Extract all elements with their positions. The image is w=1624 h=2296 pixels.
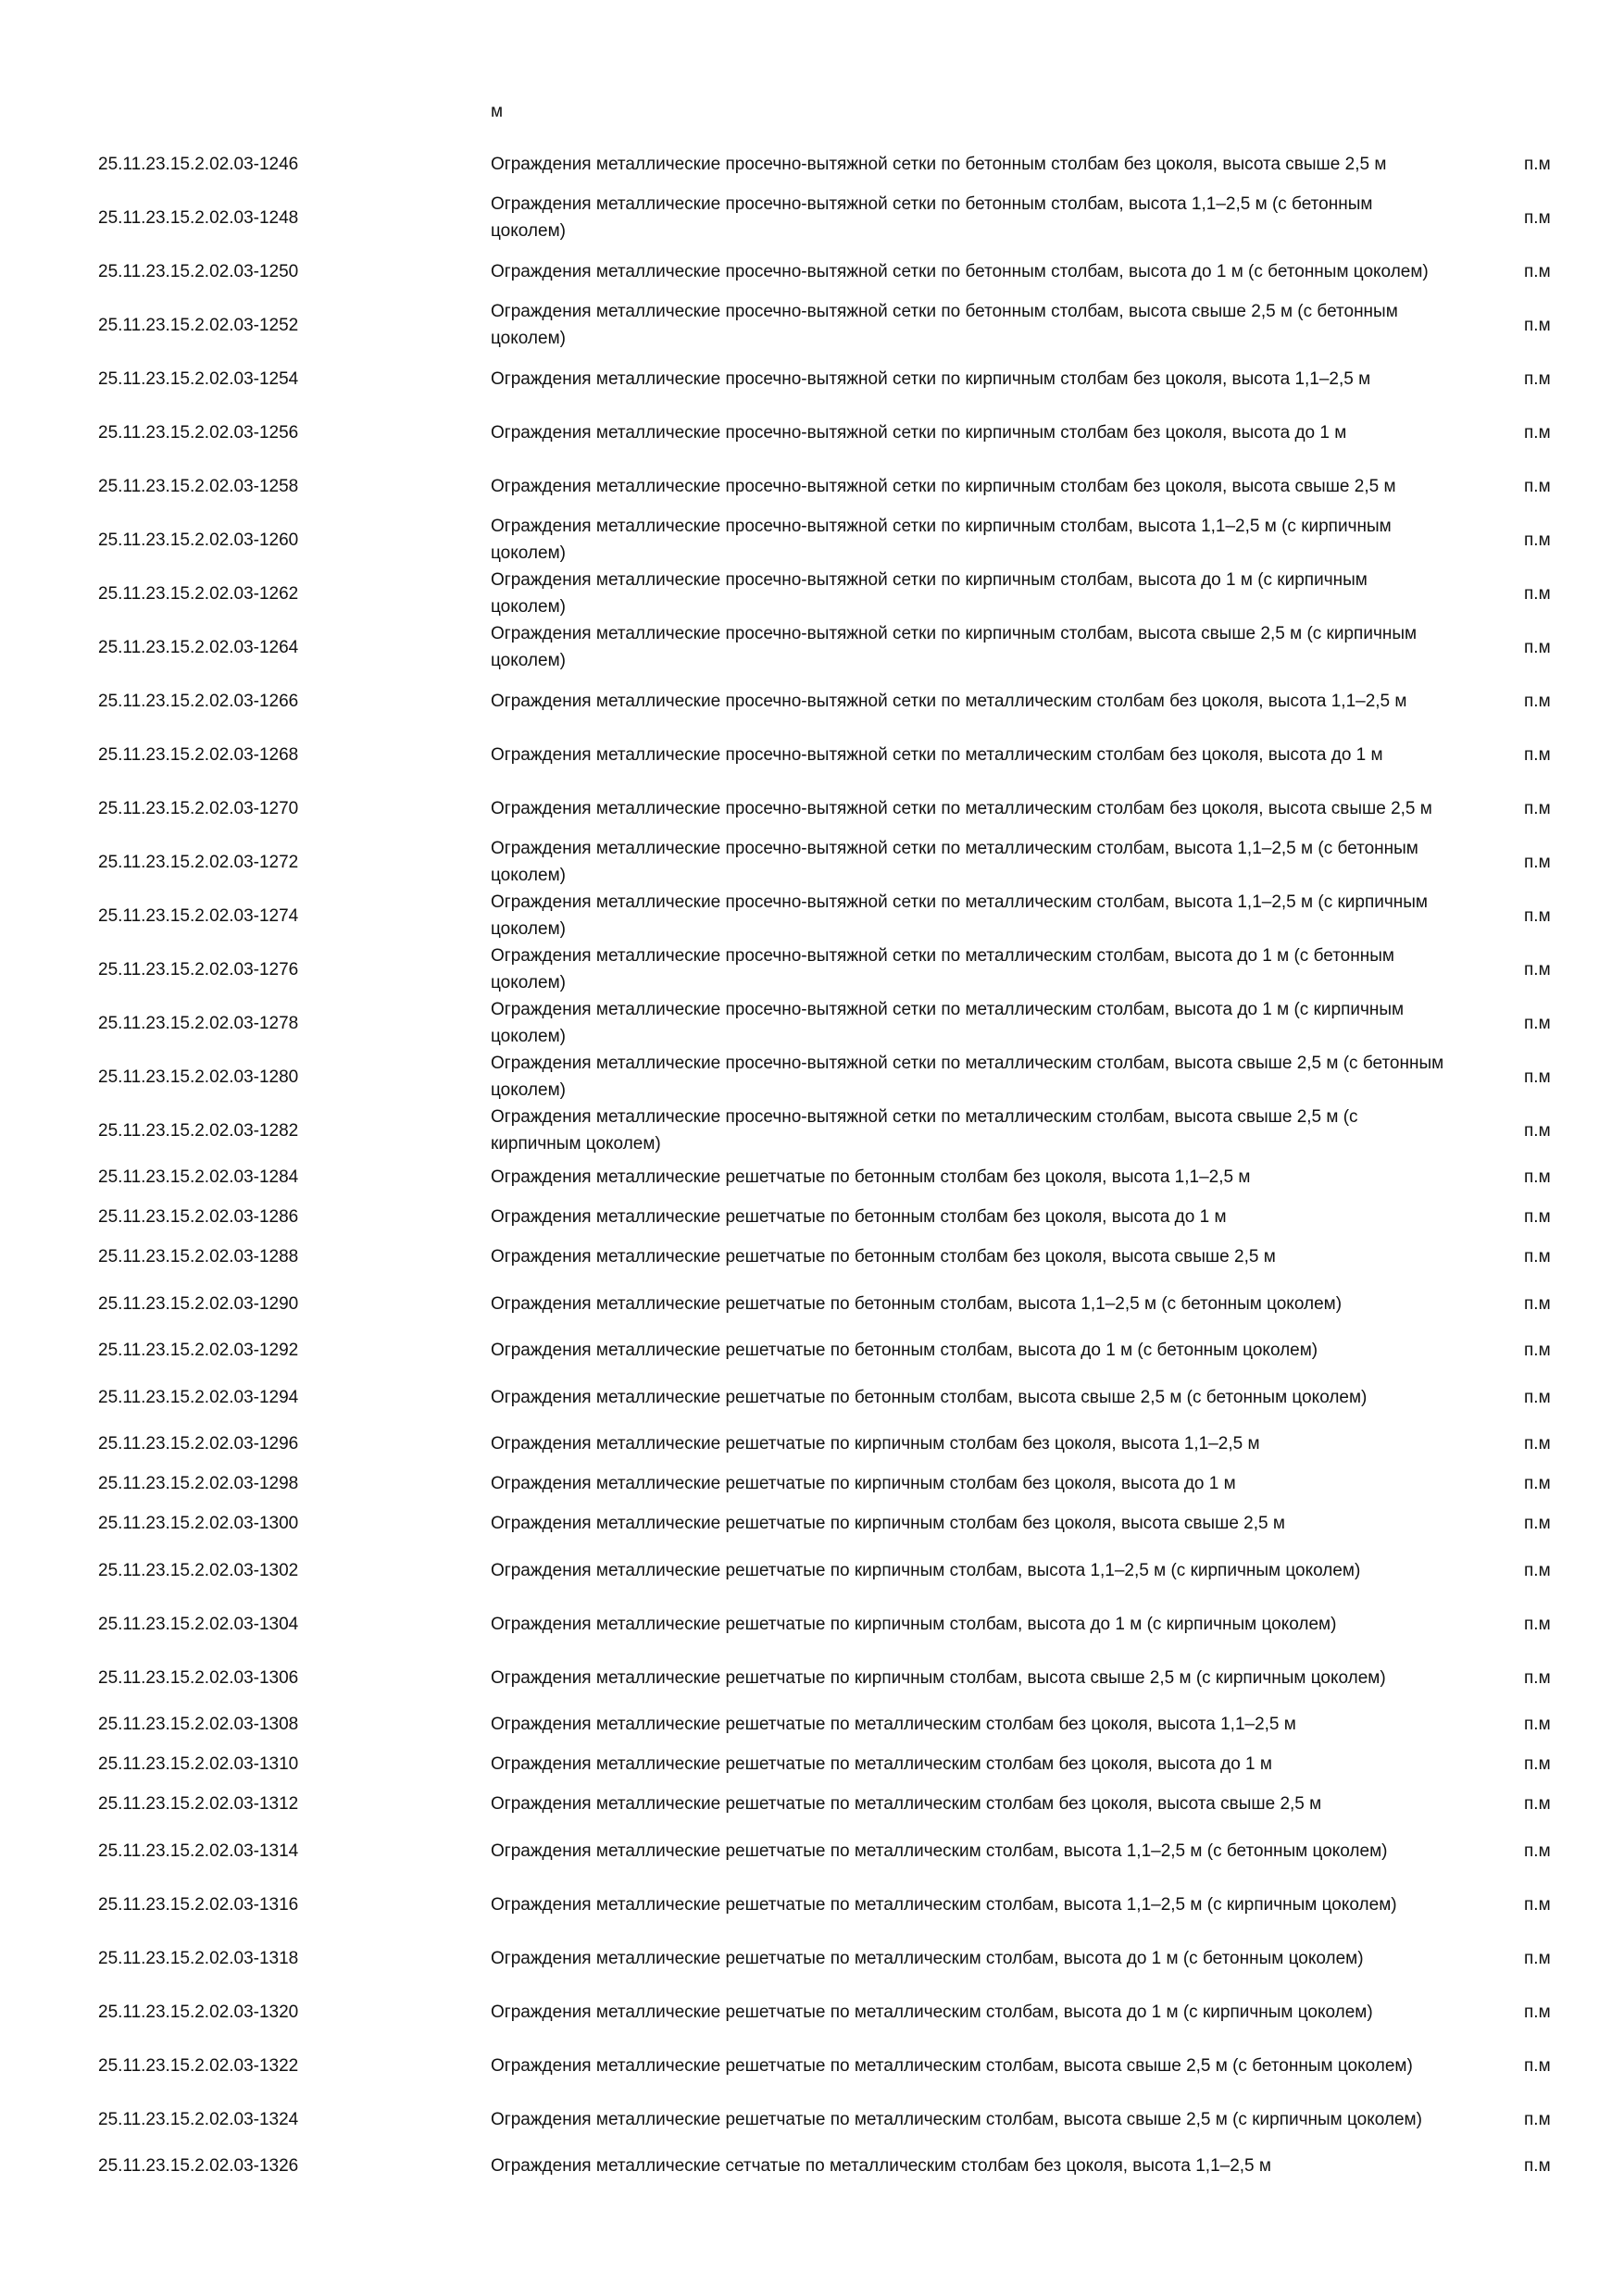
resource-description: Ограждения металлические решетчатые по металлическим столбам без цоколя, высота до 1 м [491, 1754, 1272, 1774]
resource-description: Ограждения металлические решетчатые по металлическим столбам без цоколя, высота 1,1–2,5 м [491, 1715, 1296, 1734]
resource-description: Ограждения металлические просечно-вытяжной сетки по металлическим столбам, высота 1,1–2,5 м (с кирпичным цоколем) [491, 892, 1428, 939]
resource-code: 25.11.23.15.2.02.03-1298 [98, 1474, 299, 1493]
resource-code: 25.11.23.15.2.02.03-1256 [98, 422, 299, 443]
resource-code: 25.11.23.15.2.02.03-1290 [98, 1293, 299, 1314]
resource-code: 25.11.23.15.2.02.03-1284 [98, 1167, 299, 1187]
resource-code: 25.11.23.15.2.02.03-1260 [98, 530, 299, 550]
unit-of-measure: п.м [1524, 1013, 1551, 1033]
resource-code: 25.11.23.15.2.02.03-1322 [98, 2055, 299, 2076]
table-row [0, 781, 1624, 835]
table-row [0, 1744, 1624, 1784]
resource-description: Ограждения металлические просечно-вытяжной сетки по кирпичным столбам, высота до 1 м (с кирпичным цоколем) [491, 570, 1368, 617]
table-row [0, 406, 1624, 459]
resource-description: Ограждения металлические просечно-вытяжной сетки по бетонным столбам, высота свыше 2,5 м (с бетонным цоколем) [491, 302, 1398, 348]
resource-description: Ограждения металлические просечно-вытяжной сетки по бетонным столбам, высота до 1 м (с бетонным цоколем) [491, 261, 1429, 281]
unit-of-measure: п.м [1524, 261, 1551, 281]
unit-of-measure: п.м [1524, 905, 1551, 926]
table-row [0, 1651, 1624, 1704]
resource-description: Ограждения металлические решетчатые по кирпичным столбам, высота 1,1–2,5 м (с кирпичным цоколем) [491, 1560, 1361, 1580]
resource-description: Ограждения металлические решетчатые по металлическим столбам, высота до 1 м (с кирпичным цоколем) [491, 2002, 1373, 2022]
unit-of-measure: п.м [1524, 2055, 1551, 2076]
table-row [0, 1878, 1624, 1931]
unit-of-measure: п.м [1524, 1167, 1551, 1187]
resource-description: Ограждения металлические решетчатые по кирпичным столбам без цоколя, высота свыше 2,5 м [491, 1514, 1285, 1533]
table-row [0, 1704, 1624, 1744]
table-row [0, 137, 1624, 191]
unit-of-measure: п.м [1524, 207, 1551, 228]
resource-code: 25.11.23.15.2.02.03-1292 [98, 1341, 299, 1360]
table-row [0, 1104, 1624, 1157]
resource-code: 25.11.23.15.2.02.03-1306 [98, 1667, 299, 1688]
unit-of-measure: п.м [1524, 1794, 1551, 1814]
table-row [0, 996, 1624, 1050]
table-row [0, 1985, 1624, 2039]
unit-of-measure: п.м [1524, 315, 1551, 335]
table-row [0, 2039, 1624, 2092]
resource-code: 25.11.23.15.2.02.03-1282 [98, 1120, 299, 1141]
resource-description: Ограждения металлические просечно-вытяжной сетки по металлическим столбам, высота 1,1–2,5 м (с бетонным цоколем) [491, 839, 1418, 885]
resource-description: Ограждения металлические решетчатые по металлическим столбам без цоколя, высота свыше 2,5 м [491, 1794, 1322, 1814]
resource-code: 25.11.23.15.2.02.03-1308 [98, 1715, 299, 1734]
resource-code: 25.11.23.15.2.02.03-1316 [98, 1894, 299, 1915]
resource-code: 25.11.23.15.2.02.03-1246 [98, 154, 299, 174]
resource-description: Ограждения металлические решетчатые по металлическим столбам, высота до 1 м (с бетонным цоколем) [491, 1948, 1364, 1968]
unit-of-measure: п.м [1524, 1434, 1551, 1454]
resource-description: Ограждения металлические просечно-вытяжной сетки по металлическим столбам, высота до 1 м (с бетонным цоколем) [491, 946, 1394, 992]
resource-code: 25.11.23.15.2.02.03-1254 [98, 368, 299, 389]
unit-of-measure: п.м [1524, 1560, 1551, 1580]
resource-description: Ограждения металлические просечно-вытяжной сетки по бетонным столбам без цоколя, высота свыше 2,5 м [491, 154, 1387, 174]
resource-description: Ограждения металлические решетчатые по бетонным столбам без цоколя, высота свыше 2,5 м [491, 1247, 1276, 1267]
resource-code: 25.11.23.15.2.02.03-1272 [98, 852, 299, 872]
table-row [0, 1543, 1624, 1597]
table-row [0, 1784, 1624, 1824]
table-row [0, 1424, 1624, 1464]
table-row [0, 889, 1624, 942]
resource-code: 25.11.23.15.2.02.03-1268 [98, 744, 299, 765]
table-row [0, 191, 1624, 244]
resource-description: Ограждения металлические просечно-вытяжной сетки по металлическим столбам без цоколя, высота свыше 2,5 м [491, 798, 1432, 818]
resource-code: 25.11.23.15.2.02.03-1318 [98, 1948, 299, 1968]
resource-description: Ограждения металлические решетчатые по бетонным столбам, высота 1,1–2,5 м (с бетонным цоколем) [491, 1293, 1343, 1314]
resource-description: Ограждения металлические просечно-вытяжной сетки по кирпичным столбам без цоколя, высота 1,1–2,5 м [491, 368, 1371, 389]
resource-description: Ограждения металлические сетчатые по металлическим столбам без цоколя, высота 1,1–2,5 м [491, 2156, 1271, 2176]
resource-description: Ограждения металлические просечно-вытяжной сетки по металлическим столбам, высота свыше 2,5 м (с бетонным цоколем) [491, 1054, 1444, 1100]
resource-description: Ограждения металлические просечно-вытяжной сетки по кирпичным столбам без цоколя, высота до 1 м [491, 422, 1347, 443]
table-row [0, 567, 1624, 620]
resource-description: Ограждения металлические решетчатые по кирпичным столбам, высота свыше 2,5 м (с кирпичным цоколем) [491, 1667, 1386, 1688]
resource-code: 25.11.23.15.2.02.03-1264 [98, 637, 299, 657]
resource-code: 25.11.23.15.2.02.03-1252 [98, 315, 299, 335]
resource-description: Ограждения металлические решетчатые по металлическим столбам, высота свыше 2,5 м (с бетонным цоколем) [491, 2055, 1413, 2076]
unit-of-measure: п.м [1524, 1715, 1551, 1734]
unit-of-measure: п.м [1524, 2156, 1551, 2176]
table-row [0, 1464, 1624, 1504]
unit-of-measure: п.м [1524, 1293, 1551, 1314]
unit-of-measure: п.м [1524, 1120, 1551, 1141]
table-row [0, 835, 1624, 889]
resource-code: 25.11.23.15.2.02.03-1250 [98, 261, 299, 281]
unit-of-measure: п.м [1524, 959, 1551, 980]
table-row [0, 1277, 1624, 1330]
resource-code: 25.11.23.15.2.02.03-1266 [98, 691, 299, 711]
resource-description: Ограждения металлические решетчатые по металлическим столбам, высота 1,1–2,5 м (с бетонным цоколем) [491, 1841, 1388, 1861]
resource-description: Ограждения металлические решетчатые по кирпичным столбам без цоколя, высота 1,1–2,5 м [491, 1434, 1260, 1454]
resource-description: Ограждения металлические просечно-вытяжной сетки по металлическим столбам без цоколя, высота до 1 м [491, 744, 1383, 765]
table-row [0, 2092, 1624, 2146]
resource-description: Ограждения металлические просечно-вытяжной сетки по бетонным столбам, высота 1,1–2,5 м (с бетонным цоколем) [491, 194, 1373, 241]
unit-of-measure: п.м [1524, 1067, 1551, 1087]
resource-description: Ограждения металлические просечно-вытяжной сетки по кирпичным столбам, высота свыше 2,5 м (с кирпичным цоколем) [491, 624, 1418, 670]
resource-code: 25.11.23.15.2.02.03-1274 [98, 905, 299, 926]
resource-code: 25.11.23.15.2.02.03-1304 [98, 1614, 299, 1634]
resource-description: Ограждения металлические решетчатые по кирпичным столбам без цоколя, высота до 1 м [491, 1474, 1236, 1493]
resource-description: Ограждения металлические решетчатые по бетонным столбам, высота до 1 м (с бетонным цоколем) [491, 1341, 1318, 1360]
resource-description: Ограждения металлические просечно-вытяжной сетки по металлическим столбам без цоколя, высота 1,1–2,5 м [491, 691, 1407, 711]
resource-code: 25.11.23.15.2.02.03-1280 [98, 1067, 299, 1087]
table-row [0, 1597, 1624, 1651]
table-row [0, 459, 1624, 513]
resource-code: 25.11.23.15.2.02.03-1326 [98, 2156, 299, 2176]
resource-code: 25.11.23.15.2.02.03-1310 [98, 1754, 299, 1774]
resource-description: Ограждения металлические просечно-вытяжной сетки по кирпичным столбам, высота 1,1–2,5 м (с кирпичным цоколем) [491, 517, 1392, 563]
table-row [0, 942, 1624, 996]
unit-of-measure: п.м [1524, 744, 1551, 765]
continued-text-fragment: м [491, 102, 504, 121]
unit-of-measure: п.м [1524, 1614, 1551, 1634]
unit-of-measure: п.м [1524, 1894, 1551, 1915]
resource-code: 25.11.23.15.2.02.03-1288 [98, 1247, 299, 1267]
resource-code: 25.11.23.15.2.02.03-1276 [98, 959, 299, 980]
table-row [0, 244, 1624, 298]
table-row [0, 1330, 1624, 1370]
table-row [0, 1824, 1624, 1878]
unit-of-measure: п.м [1524, 583, 1551, 604]
resource-code: 25.11.23.15.2.02.03-1270 [98, 798, 299, 818]
unit-of-measure: п.м [1524, 798, 1551, 818]
unit-of-measure: п.м [1524, 1514, 1551, 1533]
table-row [0, 1504, 1624, 1543]
resource-code: 25.11.23.15.2.02.03-1312 [98, 1794, 299, 1814]
unit-of-measure: п.м [1524, 691, 1551, 711]
resource-code: 25.11.23.15.2.02.03-1262 [98, 583, 299, 604]
resource-code: 25.11.23.15.2.02.03-1278 [98, 1013, 299, 1033]
resource-code: 25.11.23.15.2.02.03-1302 [98, 1560, 299, 1580]
table-row [0, 1370, 1624, 1424]
resource-code: 25.11.23.15.2.02.03-1294 [98, 1387, 299, 1407]
table-row [0, 1157, 1624, 1197]
table-row [0, 620, 1624, 674]
unit-of-measure: п.м [1524, 1247, 1551, 1267]
resource-description: Ограждения металлические решетчатые по бетонным столбам без цоколя, высота 1,1–2,5 м [491, 1167, 1251, 1187]
table-row [0, 1197, 1624, 1237]
unit-of-measure: п.м [1524, 1667, 1551, 1688]
unit-of-measure: п.м [1524, 1474, 1551, 1493]
table-row [0, 1237, 1624, 1277]
unit-of-measure: п.м [1524, 1207, 1551, 1227]
unit-of-measure: п.м [1524, 1341, 1551, 1360]
unit-of-measure: п.м [1524, 476, 1551, 496]
table-row [0, 352, 1624, 406]
resource-description: Ограждения металлические решетчатые по металлическим столбам, высота свыше 2,5 м (с кирпичным цоколем) [491, 2109, 1422, 2129]
unit-of-measure: п.м [1524, 154, 1551, 174]
resource-description: Ограждения металлические просечно-вытяжной сетки по металлическим столбам, высота до 1 м (с кирпичным цоколем) [491, 1000, 1405, 1046]
unit-of-measure: п.м [1524, 1754, 1551, 1774]
table-row [0, 728, 1624, 781]
resource-table [0, 137, 1624, 2186]
unit-of-measure: п.м [1524, 422, 1551, 443]
unit-of-measure: п.м [1524, 530, 1551, 550]
resource-description: Ограждения металлические решетчатые по бетонным столбам, высота свыше 2,5 м (с бетонным цоколем) [491, 1387, 1368, 1407]
resource-description: Ограждения металлические просечно-вытяжной сетки по металлическим столбам, высота свыше 2,5 м (с кирпичным цоколем) [491, 1107, 1358, 1154]
resource-description: Ограждения металлические решетчатые по металлическим столбам, высота 1,1–2,5 м (с кирпичным цоколем) [491, 1894, 1397, 1915]
resource-code: 25.11.23.15.2.02.03-1248 [98, 207, 299, 228]
table-row [0, 1050, 1624, 1104]
table-row [0, 2146, 1624, 2186]
resource-code: 25.11.23.15.2.02.03-1324 [98, 2109, 299, 2129]
resource-code: 25.11.23.15.2.02.03-1314 [98, 1841, 299, 1861]
resource-code: 25.11.23.15.2.02.03-1320 [98, 2002, 299, 2022]
resource-code: 25.11.23.15.2.02.03-1258 [98, 476, 299, 496]
unit-of-measure: п.м [1524, 2109, 1551, 2129]
table-row [0, 1931, 1624, 1985]
resource-code: 25.11.23.15.2.02.03-1296 [98, 1434, 299, 1454]
unit-of-measure: п.м [1524, 368, 1551, 389]
unit-of-measure: п.м [1524, 1948, 1551, 1968]
unit-of-measure: п.м [1524, 2002, 1551, 2022]
resource-description: Ограждения металлические решетчатые по кирпичным столбам, высота до 1 м (с кирпичным цоколем) [491, 1614, 1337, 1634]
unit-of-measure: п.м [1524, 852, 1551, 872]
unit-of-measure: п.м [1524, 637, 1551, 657]
unit-of-measure: п.м [1524, 1841, 1551, 1861]
unit-of-measure: п.м [1524, 1387, 1551, 1407]
table-row [0, 298, 1624, 352]
resource-description: Ограждения металлические решетчатые по бетонным столбам без цоколя, высота до 1 м [491, 1207, 1227, 1227]
table-row [0, 674, 1624, 728]
table-row [0, 513, 1624, 567]
resource-description: Ограждения металлические просечно-вытяжной сетки по кирпичным столбам без цоколя, высота свыше 2,5 м [491, 476, 1396, 496]
resource-code: 25.11.23.15.2.02.03-1300 [98, 1514, 299, 1533]
resource-code: 25.11.23.15.2.02.03-1286 [98, 1207, 299, 1227]
